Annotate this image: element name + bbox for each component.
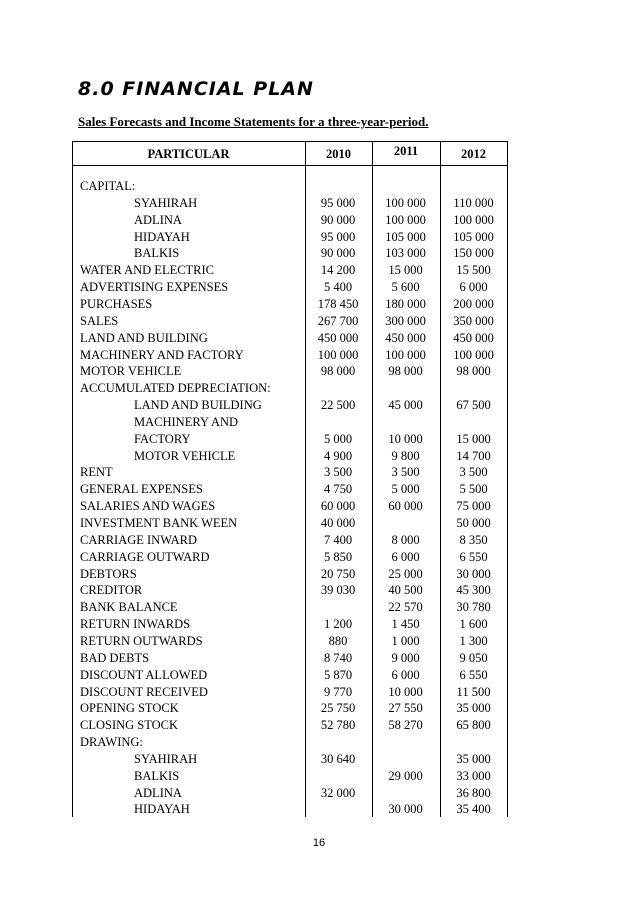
row-label: CARRIAGE INWARD — [80, 532, 198, 547]
value-2012: 450 000 — [453, 330, 494, 345]
header-2011: 2011 — [393, 144, 419, 158]
page-number: 16 — [312, 837, 326, 849]
row-label: ADLINA — [134, 212, 182, 227]
row-label: DEBTORS — [80, 566, 137, 581]
row-label: CREDITOR — [80, 583, 143, 598]
value-2012: 6 000 — [459, 280, 488, 295]
value-2012: 75 000 — [456, 499, 491, 514]
table-row — [72, 498, 508, 515]
header-particular: PARTICULAR — [147, 147, 230, 161]
value-2012: 15 500 — [456, 263, 491, 278]
table-row — [72, 717, 508, 734]
value-2012: 98 000 — [456, 364, 491, 379]
table-row — [72, 515, 508, 532]
value-2012: 6 550 — [459, 549, 488, 564]
value-2010: 267 700 — [317, 313, 359, 328]
row-label: BANK BALANCE — [80, 600, 178, 615]
value-2012: 11 500 — [456, 684, 491, 699]
table-row — [72, 582, 508, 599]
value-2011: 60 000 — [388, 499, 423, 514]
table-row — [72, 566, 508, 583]
row-label: DRAWING: — [80, 735, 143, 750]
value-2012: 14 700 — [456, 448, 491, 463]
value-2011: 45 000 — [388, 398, 423, 413]
table-row — [72, 599, 508, 616]
value-2011: 9 000 — [391, 650, 420, 665]
header-2010: 2010 — [326, 147, 351, 161]
value-2010: 90 000 — [320, 212, 356, 227]
value-2012: 45 300 — [456, 583, 491, 598]
table-row — [72, 431, 508, 448]
value-2010: 39 030 — [320, 583, 356, 598]
financial-table — [72, 141, 508, 817]
value-2012: 9 050 — [459, 650, 488, 665]
row-label: DISCOUNT ALLOWED — [80, 667, 208, 682]
value-2011: 300 000 — [385, 313, 426, 328]
row-label: CARRIAGE OUTWARD — [80, 549, 210, 564]
value-2010: 98 000 — [320, 364, 356, 379]
value-2012: 5 500 — [459, 482, 488, 497]
row-label: MACHINERY AND — [134, 414, 239, 429]
row-label: DISCOUNT RECEIVED — [80, 684, 208, 699]
row-label: WATER AND ELECTRIC — [80, 263, 215, 278]
value-2012: 110 000 — [453, 195, 494, 210]
row-label: SYAHIRAH — [134, 751, 198, 766]
value-2010: 95 000 — [320, 195, 356, 210]
value-2011: 100 000 — [385, 212, 426, 227]
value-2010: 5 870 — [323, 667, 353, 682]
row-label: SALARIES AND WAGES — [80, 499, 216, 514]
value-2011: 6 000 — [391, 667, 420, 682]
value-2010: 5 850 — [323, 549, 353, 564]
value-2011: 3 500 — [391, 465, 420, 480]
value-2012: 1 300 — [459, 633, 488, 648]
row-label: CAPITAL: — [80, 179, 136, 193]
value-2010: 4 750 — [323, 482, 353, 497]
row-label: ADLINA — [134, 785, 182, 800]
value-2010: 880 — [328, 633, 348, 648]
table-row — [72, 262, 508, 279]
value-2012: 200 000 — [453, 296, 494, 311]
table-caption: Sales Forecasts and Income Statements for a three-year-period. — [78, 114, 429, 129]
row-label: ADVERTISING EXPENSES — [80, 280, 229, 295]
value-2011: 98 000 — [388, 364, 423, 379]
table-row — [72, 801, 508, 818]
row-label: MOTOR VEHICLE — [134, 448, 236, 463]
table-row — [72, 768, 508, 785]
value-2010: 14 200 — [320, 263, 356, 278]
value-2011: 30 000 — [388, 802, 423, 817]
table-row — [72, 296, 508, 313]
value-2010: 5 400 — [323, 280, 353, 295]
table-row — [72, 195, 508, 212]
row-label: BALKIS — [134, 246, 180, 261]
value-2010: 4 900 — [323, 448, 353, 463]
value-2011: 6 000 — [391, 549, 420, 564]
value-2010: 30 640 — [320, 751, 356, 766]
value-2012: 105 000 — [453, 229, 494, 244]
value-2010: 1 200 — [323, 617, 353, 632]
value-2011: 29 000 — [388, 768, 423, 783]
value-2011: 40 500 — [388, 583, 423, 598]
table-row — [72, 633, 508, 650]
row-label: BALKIS — [134, 768, 180, 783]
value-2012: 35 400 — [456, 802, 491, 817]
table-row — [72, 178, 508, 195]
value-2012: 35 000 — [456, 701, 491, 716]
value-2012: 67 500 — [456, 398, 491, 413]
value-2010: 100 000 — [317, 347, 359, 362]
row-label: MACHINERY AND FACTORY — [80, 347, 244, 362]
row-label: SYAHIRAH — [134, 195, 198, 210]
value-2010: 9 770 — [323, 684, 353, 699]
value-2010: 95 000 — [320, 229, 356, 244]
table-row — [72, 700, 508, 717]
row-label: SALES — [80, 313, 119, 328]
value-2011: 105 000 — [385, 229, 426, 244]
value-2011: 103 000 — [385, 246, 426, 261]
value-2010: 178 450 — [317, 296, 359, 311]
value-2011: 1 450 — [391, 617, 420, 632]
table-row — [72, 549, 508, 566]
section-heading: 8.0 FINANCIAL PLAN — [78, 78, 314, 100]
value-2010: 52 780 — [320, 718, 356, 733]
value-2011: 5 000 — [391, 482, 420, 497]
row-label: GENERAL EXPENSES — [80, 482, 203, 497]
value-2011: 10 000 — [388, 431, 423, 446]
value-2012: 15 000 — [456, 431, 491, 446]
value-2012: 3 500 — [459, 465, 488, 480]
row-label: ACCUMULATED DEPRECIATION: — [80, 381, 271, 396]
row-label: PURCHASES — [80, 296, 153, 311]
value-2012: 350 000 — [453, 313, 494, 328]
table-row — [72, 245, 508, 262]
row-label: LAND AND BUILDING — [80, 330, 208, 345]
value-2012: 33 000 — [456, 768, 491, 783]
value-2012: 100 000 — [453, 347, 494, 362]
value-2012: 100 000 — [453, 212, 494, 227]
table-row — [72, 667, 508, 684]
value-2012: 50 000 — [456, 516, 491, 530]
value-2010: 450 000 — [317, 330, 359, 345]
value-2010: 7 400 — [323, 532, 353, 547]
table-row — [72, 279, 508, 296]
row-label: INVESTMENT BANK WEEN — [80, 516, 238, 530]
value-2012: 150 000 — [453, 246, 494, 261]
value-2010: 8 740 — [323, 650, 353, 665]
table-row — [72, 734, 508, 751]
value-2010: 20 750 — [320, 566, 356, 581]
table-row — [72, 481, 508, 498]
value-2011: 27 550 — [388, 701, 423, 716]
value-2010: 22 500 — [320, 398, 356, 413]
header-2012: 2012 — [461, 147, 486, 161]
row-label: LAND AND BUILDING — [134, 398, 262, 413]
table-row — [72, 785, 508, 802]
value-2011: 10 000 — [388, 684, 423, 699]
value-2010: 90 000 — [320, 246, 356, 261]
table-row — [72, 397, 508, 414]
table-row — [72, 751, 508, 768]
value-2012: 35 000 — [456, 751, 491, 766]
value-2011: 180 000 — [385, 296, 426, 311]
value-2011: 8 000 — [391, 532, 420, 547]
table-row — [72, 532, 508, 549]
value-2010: 25 750 — [320, 701, 356, 716]
table-row — [72, 313, 508, 330]
value-2011: 25 000 — [388, 566, 423, 581]
row-label: RETURN INWARDS — [80, 617, 191, 632]
value-2012: 1 600 — [459, 617, 488, 632]
table-row — [72, 347, 508, 364]
row-label: BAD DEBTS — [80, 650, 150, 665]
value-2011: 58 270 — [388, 718, 423, 733]
value-2012: 30 000 — [456, 566, 491, 581]
table-row — [72, 448, 508, 465]
value-2012: 36 800 — [456, 785, 491, 800]
table-row — [72, 684, 508, 701]
table-border-top — [72, 141, 508, 142]
value-2011: 100 000 — [385, 347, 426, 362]
row-label: RETURN OUTWARDS — [80, 633, 203, 648]
table-row — [72, 330, 508, 347]
value-2011: 9 800 — [391, 448, 420, 463]
value-2011: 1 000 — [391, 633, 420, 648]
row-label: MOTOR VEHICLE — [80, 364, 182, 379]
value-2011: 100 000 — [385, 195, 426, 210]
table-row — [72, 414, 508, 431]
table-row — [72, 650, 508, 667]
row-label: HIDAYAH — [134, 802, 190, 817]
table-row — [72, 363, 508, 380]
table-row — [72, 464, 508, 481]
header-divider — [72, 165, 508, 166]
table-row — [72, 212, 508, 229]
value-2010: 40 000 — [320, 516, 356, 530]
value-2010: 5 000 — [323, 431, 353, 446]
value-2011: 450 000 — [385, 330, 426, 345]
value-2012: 65 800 — [456, 718, 491, 733]
value-2010: 3 500 — [323, 465, 353, 480]
table-row — [72, 616, 508, 633]
value-2012: 6 550 — [459, 667, 488, 682]
row-label: HIDAYAH — [134, 229, 190, 244]
value-2012: 8 350 — [459, 532, 488, 547]
value-2010: 32 000 — [320, 785, 356, 800]
table-row — [72, 380, 508, 397]
table-row — [72, 229, 508, 246]
row-label: FACTORY — [134, 431, 191, 446]
value-2011: 15 000 — [388, 263, 423, 278]
row-label: RENT — [80, 465, 113, 480]
row-label: CLOSING STOCK — [80, 718, 179, 733]
row-label: OPENING STOCK — [80, 701, 179, 716]
value-2011: 22 570 — [388, 600, 423, 615]
value-2012: 30 780 — [456, 600, 491, 615]
value-2011: 5 600 — [391, 280, 420, 295]
value-2010: 60 000 — [320, 499, 356, 514]
